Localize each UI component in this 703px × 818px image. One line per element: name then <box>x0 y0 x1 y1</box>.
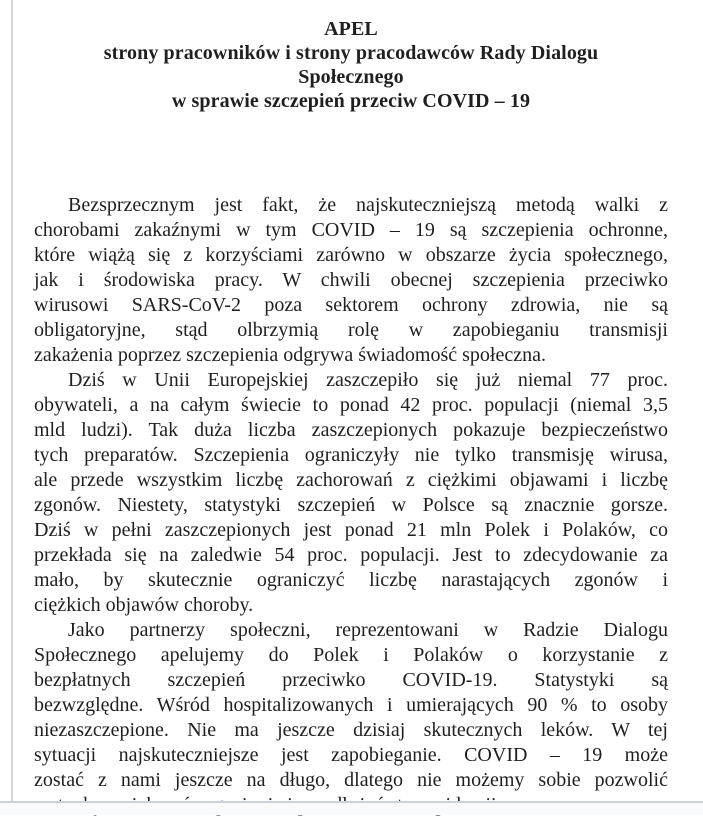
text-line: zostać z nami jeszcze na długo, dlatego nie możemy sobie pozwolić <box>34 769 668 791</box>
text-line: ale przede wszystkim liczbę zachorowań z ciężkimi objawami i liczbę <box>34 469 668 491</box>
text-line: ciężkich objawów choroby. <box>34 594 254 616</box>
text-line: Społecznego apelujemy do Polek i Polaków o korzystanie z <box>34 644 668 666</box>
text-line: wirusowi SARS-CoV-2 poza sektorem ochrony zdrowia, nie są <box>34 294 668 316</box>
paragraph <box>34 193 668 368</box>
text-line: chorobami zakaźnymi w tym COVID – 19 są szczepienia ochronne, <box>34 219 668 241</box>
page-left-border <box>11 0 13 801</box>
text-line: bezpłatnych szczepień przeciwko COVID-19. Statystyki są <box>34 669 668 691</box>
document-title <box>34 0 668 113</box>
text-line: obywateli, a na całym świecie to ponad 42 proc. populacji (niemal 3,5 <box>34 394 668 416</box>
text-line: zakażenia poprzez szczepienia odgrywa świadomość społeczna. <box>34 344 546 366</box>
text-line: sytuacji najskuteczniejsze jest zapobieganie. COVID – 19 może <box>34 744 668 766</box>
text-line: mało, by skutecznie ograniczyć liczbę narastających zgonów i <box>34 569 668 591</box>
text-line: zgonów. Niestety, statystyki szczepień w Polsce są znacznie gorsze. <box>34 494 668 516</box>
title-line: strony pracowników i strony pracodawców Rady Dialogu <box>103 42 599 64</box>
title-line: w sprawie szczepień przeciw COVID – 19 <box>171 90 531 112</box>
text-line: jak i środowiska pracy. W chwili obecnej szczepienia przeciwko <box>34 269 668 291</box>
text-line: które wiążą się z korzyściami zarówno w obszarze życia społecznego, <box>34 244 668 266</box>
text-line: przekłada się na zaledwie 54 proc. populacji. Jest to zdecydowanie za <box>34 544 668 566</box>
text-line: obligatoryjne, stąd olbrzymią rolę w zapobieganiu transmisji <box>34 319 668 341</box>
text-line: niezaszczepione. Nie ma jeszcze dzisiaj skutecznych leków. W tej <box>34 719 668 741</box>
text-line: bezwzględne. Wśród hospitalizowanych i umierających 90 % to osoby <box>34 694 668 716</box>
page-bottom-margin <box>0 803 703 815</box>
text-line: mld ludzi). Tak duża liczba zaszczepionych pokazuje bezpieczeństwo <box>34 419 668 441</box>
text-line: Dziś w pełni zaszczepionych jest ponad 21 mln Polek i Polaków, co <box>34 519 668 541</box>
text-line: tych preparatów. Szczepienia ograniczyły nie tylko transmisję wirusa, <box>34 444 668 466</box>
text-line: Jako partnerzy społeczni, reprezentowani w Radzie Dialogu <box>68 619 668 641</box>
paragraph <box>34 618 668 818</box>
title-line: Społecznego <box>298 66 404 88</box>
text-line: Dziś w Unii Europejskiej zaszczepiło się już niemal 77 proc. <box>68 369 668 391</box>
document-body <box>34 193 668 818</box>
paragraph <box>34 368 668 618</box>
text-line: Bezsprzecznym jest fakt, że najskuteczniejszą metodą walki z <box>68 194 668 216</box>
page-content <box>34 0 668 801</box>
title-line: APEL <box>324 18 378 40</box>
